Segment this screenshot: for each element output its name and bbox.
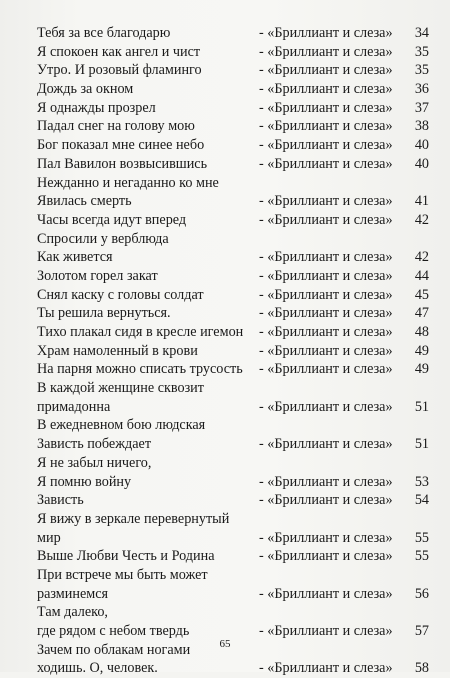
toc-entry — [37, 155, 429, 174]
entry-title: ходишь. О, человек. — [37, 660, 158, 677]
entry-source: - «Бриллиант и слеза» — [259, 25, 393, 41]
entry-source: - «Бриллиант и слеза» — [259, 492, 393, 509]
entry-title: Я не забыл ничего, — [37, 454, 152, 471]
entry-page-number: 36 — [414, 81, 429, 98]
toc-entry — [37, 230, 429, 249]
entry-title: При встрече мы быть может — [37, 566, 208, 583]
entry-source: - «Бриллиант и слеза» — [259, 473, 393, 490]
entry-source: - «Бриллиант и слеза» — [259, 211, 393, 228]
entry-title: Тихо плакал сидя в кресле игемон — [37, 324, 244, 340]
toc-entry — [37, 248, 429, 267]
toc-entry — [37, 585, 429, 604]
entry-title: В каждой женщине сквозит — [37, 380, 204, 397]
toc-entry — [37, 267, 429, 286]
entry-source: - «Бриллиант и слеза» — [259, 118, 393, 135]
entry-page-number: 49 — [414, 361, 429, 378]
entry-page-number: 57 — [414, 623, 429, 639]
entry-title: Нежданно и негаданно ко мне — [37, 174, 219, 191]
entry-title: где рядом с небом твердь — [37, 623, 190, 639]
entry-page-number: 56 — [414, 585, 429, 602]
toc-entry — [37, 566, 429, 585]
entry-title: Зависть побеждает — [37, 436, 152, 453]
toc-entry — [37, 342, 429, 361]
entry-title: В ежедневном бою людская — [37, 417, 206, 434]
entry-title: Спросили у верблюда — [37, 230, 169, 247]
toc-entry — [37, 398, 429, 417]
entry-source: - «Бриллиант и слеза» — [259, 267, 393, 284]
toc-entry — [37, 603, 429, 622]
entry-source: - «Бриллиант и слеза» — [259, 324, 393, 340]
page-number: 65 — [219, 638, 231, 650]
toc-entry — [37, 435, 429, 454]
toc-entry — [37, 192, 429, 211]
entry-title: Падал снег на голову мою — [37, 118, 195, 135]
entry-source: - «Бриллиант и слеза» — [259, 660, 393, 677]
entry-page-number: 47 — [414, 305, 429, 322]
table-of-contents — [37, 24, 429, 678]
entry-title: примадонна — [37, 398, 111, 415]
entry-source: - «Бриллиант и слеза» — [259, 529, 393, 546]
entry-title: Зачем по облакам ногами — [37, 641, 191, 658]
entry-source: - «Бриллиант и слеза» — [259, 62, 393, 79]
toc-entry — [37, 547, 429, 566]
entry-source: - «Бриллиант и слеза» — [259, 137, 393, 154]
toc-entry — [37, 99, 429, 118]
entry-title: Я спокоен как ангел и чист — [37, 43, 201, 60]
toc-entry — [37, 286, 429, 305]
toc-entry — [37, 416, 429, 435]
entry-page-number: 41 — [414, 193, 429, 210]
entry-source: - «Бриллиант и слеза» — [259, 361, 393, 378]
entry-page-number: 35 — [414, 62, 429, 79]
entry-title: Там далеко, — [37, 604, 108, 621]
entry-page-number: 44 — [414, 267, 429, 284]
toc-entry — [37, 24, 429, 43]
entry-source: - «Бриллиант и слеза» — [259, 623, 393, 639]
entry-page-number: 34 — [414, 25, 429, 41]
entry-title: Дождь за окном — [37, 81, 134, 98]
entry-page-number: 58 — [414, 660, 429, 677]
entry-title: Пал Вавилон возвысившись — [37, 155, 208, 172]
entry-source: - «Бриллиант и слеза» — [259, 81, 393, 98]
entry-page-number: 53 — [414, 473, 429, 490]
entry-source: - «Бриллиант и слеза» — [259, 585, 393, 602]
toc-entry — [37, 659, 429, 678]
entry-source: - «Бриллиант и слеза» — [259, 398, 393, 415]
entry-title: Храм намоленный в крови — [37, 342, 198, 359]
toc-entry — [37, 491, 429, 510]
toc-entry — [37, 510, 429, 529]
entry-page-number: 45 — [414, 286, 429, 303]
entry-page-number: 48 — [414, 324, 429, 340]
entry-source: - «Бриллиант и слеза» — [259, 193, 393, 210]
entry-page-number: 42 — [414, 249, 429, 266]
entry-title: Зависть — [37, 492, 84, 509]
entry-title: Ты решила вернуться. — [37, 305, 171, 322]
entry-page-number: 55 — [414, 548, 429, 565]
entry-page-number: 51 — [414, 398, 429, 415]
entry-title: На парня можно списать трусость — [37, 361, 243, 378]
toc-entry — [37, 61, 429, 80]
entry-page-number: 51 — [414, 436, 429, 453]
entry-page-number: 40 — [414, 155, 429, 172]
entry-source: - «Бриллиант и слеза» — [259, 43, 393, 60]
toc-entry — [37, 136, 429, 155]
entry-page-number: 49 — [414, 342, 429, 359]
entry-source: - «Бриллиант и слеза» — [259, 155, 393, 172]
entry-title: Снял каску с головы солдат — [37, 286, 204, 303]
toc-entry — [37, 304, 429, 323]
toc-entry — [37, 117, 429, 136]
entry-title: Я вижу в зеркале перевернутый — [37, 510, 230, 527]
entry-page-number: 38 — [414, 118, 429, 135]
entry-title: Я помню войну — [37, 473, 132, 490]
entry-source: - «Бриллиант и слеза» — [259, 436, 393, 453]
entry-title: Выше Любви Честь и Родина — [37, 548, 215, 565]
entry-page-number: 35 — [414, 43, 429, 60]
toc-entry — [37, 529, 429, 548]
entry-source: - «Бриллиант и слеза» — [259, 249, 393, 266]
entry-title: Золотом горел закат — [37, 267, 158, 284]
entry-title: Явилась смерть — [37, 193, 132, 210]
entry-title: Утро. И розовый фламинго — [37, 62, 202, 79]
entry-page-number: 42 — [414, 211, 429, 228]
entry-title: Часы всегда идут вперед — [37, 211, 187, 228]
entry-title: разминемся — [37, 585, 109, 602]
entry-source: - «Бриллиант и слеза» — [259, 286, 393, 303]
entry-source: - «Бриллиант и слеза» — [259, 305, 393, 322]
toc-entry — [37, 454, 429, 473]
entry-title: мир — [37, 529, 61, 546]
entry-title: Бог показал мне синее небо — [37, 137, 205, 154]
entry-title: Я однажды прозрел — [37, 99, 156, 116]
entry-title: Как живется — [37, 249, 113, 266]
toc-entry — [37, 43, 429, 62]
entry-source: - «Бриллиант и слеза» — [259, 548, 393, 565]
entry-source: - «Бриллиант и слеза» — [259, 342, 393, 359]
entry-title: Тебя за все благодарю — [37, 25, 171, 41]
toc-entry — [37, 174, 429, 193]
entry-source: - «Бриллиант и слеза» — [259, 99, 393, 116]
toc-entry — [37, 211, 429, 230]
entry-page-number: 40 — [414, 137, 429, 154]
toc-entry — [37, 80, 429, 99]
entry-page-number: 54 — [414, 492, 429, 509]
toc-entry — [37, 473, 429, 492]
toc-entry — [37, 323, 429, 342]
toc-entry — [37, 379, 429, 398]
entry-page-number: 37 — [414, 99, 429, 116]
toc-entry — [37, 360, 429, 379]
entry-page-number: 55 — [414, 529, 429, 546]
